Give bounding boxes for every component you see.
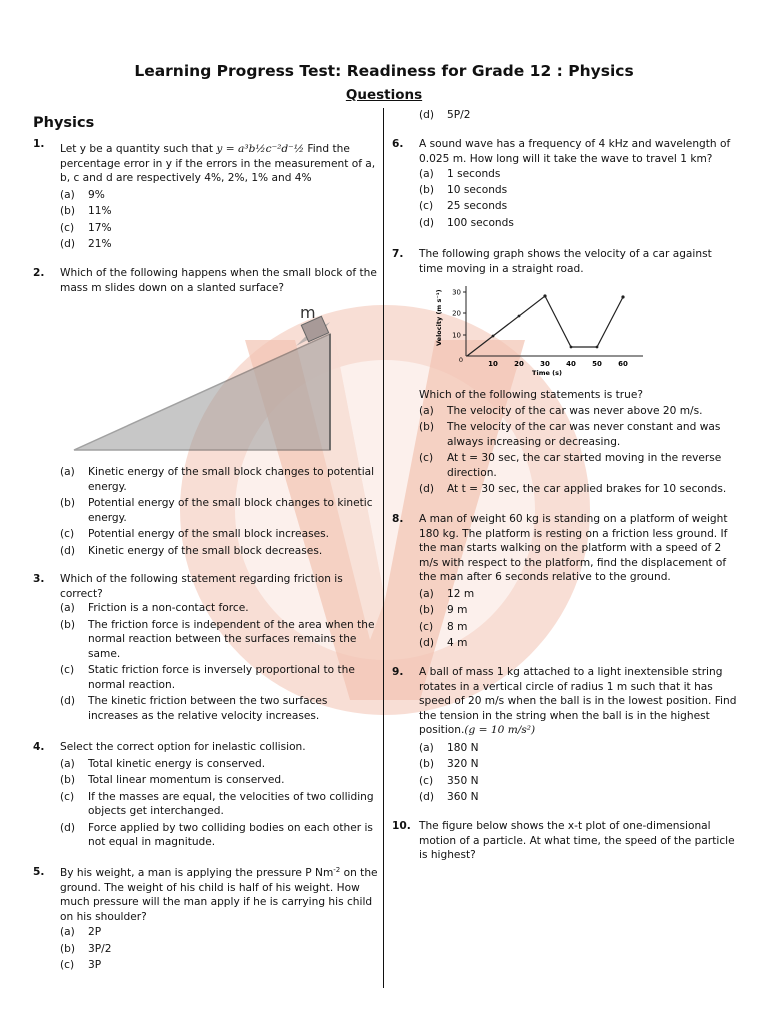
question-text: Which of the following statement regarding friction is correct?: [60, 573, 343, 600]
option: (c) 25 seconds: [419, 200, 508, 212]
question-prompt: Which of the following statements is true?: [419, 389, 643, 401]
xtick-40: 40: [566, 360, 576, 368]
option: (d) Force applied by two colliding bodies on each other is not equal in magnitude.: [60, 821, 373, 848]
option: (d) 5P/2: [419, 109, 471, 121]
column-divider: [383, 108, 384, 988]
option: (d) At t = 30 sec, the car applied brakes for 10 seconds.: [419, 483, 727, 495]
option: (d) Kinetic energy of the small block decreases.: [60, 544, 323, 557]
option: (b) 320 N: [419, 758, 479, 770]
option: (b) 11%: [60, 205, 112, 217]
question-3: [33, 572, 378, 723]
option: (a) 12 m: [419, 587, 475, 600]
question-number: 8.: [392, 513, 404, 525]
question-7-options: [392, 388, 737, 497]
question-2: [33, 266, 378, 295]
superscript: -2: [333, 866, 341, 874]
question-8: [392, 512, 737, 651]
block-mass-label: m: [300, 303, 316, 322]
option: (d) 360 N: [419, 791, 479, 803]
question-text: A ball of mass 1 kg attached to a light inextensible string rotates in a vertical circle of radius 1 m such that it has speed of 20 m/s when the ball is in the lowest position. Find the tension in the string when the ball is in the highest position.: [419, 666, 737, 736]
xtick-10: 10: [488, 360, 498, 368]
question-4: [33, 740, 378, 850]
question-number: 7.: [392, 248, 404, 260]
question-number: 3.: [33, 573, 45, 585]
question-10: [392, 819, 737, 863]
graph-ylabel: Velocity (m s⁻¹): [435, 289, 443, 346]
option: (c) 8 m: [419, 620, 468, 633]
graph-yticks: [452, 289, 466, 340]
question-text: The following graph shows the velocity of a car against time moving in a straight road.: [419, 248, 712, 275]
option: (d) 100 seconds: [419, 216, 514, 229]
ytick-30: 30: [452, 288, 461, 297]
option: (c) Static friction force is inversely proportional to the normal reaction.: [60, 664, 355, 691]
velocity-time-graph: [425, 280, 650, 380]
page-title: Learning Progress Test: Readiness for Grade 12 : Physics: [134, 62, 634, 80]
option: (d) 21%: [60, 238, 112, 250]
option: (b) The velocity of the car was never constant and was always increasing or decreasing.: [419, 421, 721, 448]
velocity-line: [467, 296, 623, 356]
option: (b) Total linear momentum is conserved.: [60, 774, 285, 786]
option: (a) Kinetic energy of the small block changes to potential energy.: [60, 466, 375, 493]
question-text: A sound wave has a frequency of 4 kHz and wavelength of 0.025 m. How long will it take the wave to travel 1 km?: [419, 138, 731, 165]
ytick-10: 10: [452, 331, 461, 340]
formula: (g = 10 m/s²): [464, 724, 536, 736]
option: (a) 180 N: [419, 741, 479, 754]
question-6: [392, 137, 737, 230]
option: (a) 9%: [60, 188, 105, 201]
question-text: Select the correct option for inelastic collision.: [60, 741, 306, 753]
question-number: 6.: [392, 138, 404, 150]
option: (c) 3P: [60, 959, 102, 971]
question-text: Which of the following happens when the small block of the mass m slides down on a slanted surface?: [60, 267, 377, 294]
question-text: Let y be a quantity such that: [60, 143, 217, 155]
question-text: A man of weight 60 kg is standing on a platform of weight 180 kg. The platform is resting on a friction less ground. If the man starts walking on the platform with a speed of 2 m/s with respect to the platform, find the displacement of the man after 6 seconds relative to the ground.: [419, 513, 728, 583]
graph-origin: 0: [458, 356, 463, 364]
question-number: 2.: [33, 267, 45, 279]
option: (b) 10 seconds: [419, 183, 508, 196]
ytick-20: 20: [452, 309, 461, 318]
option: (c) Potential energy of the small block increases.: [60, 528, 329, 540]
xtick-20: 20: [514, 360, 524, 368]
question-text-cont: Find the percentage error in y if the errors in the measurement of a, b, c and d are respectively 4%, 2%, 1% and 4%: [60, 143, 376, 184]
graph-xlabel: Time (s): [532, 369, 562, 377]
question-number: 9.: [392, 666, 404, 678]
question-1: [33, 137, 378, 252]
xtick-30: 30: [540, 360, 550, 368]
question-9: [392, 665, 737, 805]
question-text: By his weight, a man is applying the pressure P Nm: [60, 867, 334, 879]
xtick-60: 60: [618, 360, 628, 368]
option: (d) The kinetic friction between the two surfaces increases as the relative velocity increases.: [60, 695, 328, 722]
section-heading: Physics: [33, 115, 95, 131]
question-5-option-d: [392, 108, 737, 123]
question-number: 4.: [33, 741, 45, 753]
option: (c) At t = 30 sec, the car started moving in the reverse direction.: [419, 452, 722, 479]
page-subtitle: Questions: [345, 87, 423, 103]
graph-xticks: [488, 360, 628, 368]
option: (c) If the masses are equal, the velocities of two colliding objects get interchanged.: [60, 790, 374, 817]
question-number: 1.: [33, 138, 45, 150]
question-5: [33, 865, 378, 973]
question-2-options: [33, 465, 378, 558]
inclined-plane-figure: [68, 300, 340, 456]
option: (a) The velocity of the car was never above 20 m/s.: [419, 404, 703, 417]
option: (c) 350 N: [419, 774, 479, 787]
option: (b) 3P/2: [60, 942, 112, 955]
xtick-50: 50: [592, 360, 602, 368]
option: (b) The friction force is independent of the area when the normal reaction between the surfaces remains the same.: [60, 618, 375, 660]
option: (a) Friction is a non-contact force.: [60, 602, 249, 614]
question-text-cont: on the ground. The weight of his child is half of his weight. How much pressure will the man apply if he is carrying his child on his shoulder?: [60, 867, 378, 923]
formula: y = a³b½c⁻²d⁻½: [216, 143, 305, 155]
option: (a) 2P: [60, 926, 102, 938]
option: (d) 4 m: [419, 637, 468, 649]
option: (a) Total kinetic energy is conserved.: [60, 757, 266, 770]
question-number: 10.: [392, 820, 411, 832]
question-number: 5.: [33, 866, 45, 878]
question-text: The figure below shows the x-t plot of one-dimensional motion of a particle. At what time, the speed of the particle is highest?: [419, 820, 735, 861]
question-7: [392, 247, 737, 276]
option: (b) 9 m: [419, 604, 468, 616]
option: (b) Potential energy of the small block changes to kinetic energy.: [60, 497, 373, 524]
option: (a) 1 seconds: [419, 168, 501, 180]
option: (c) 17%: [60, 221, 112, 234]
